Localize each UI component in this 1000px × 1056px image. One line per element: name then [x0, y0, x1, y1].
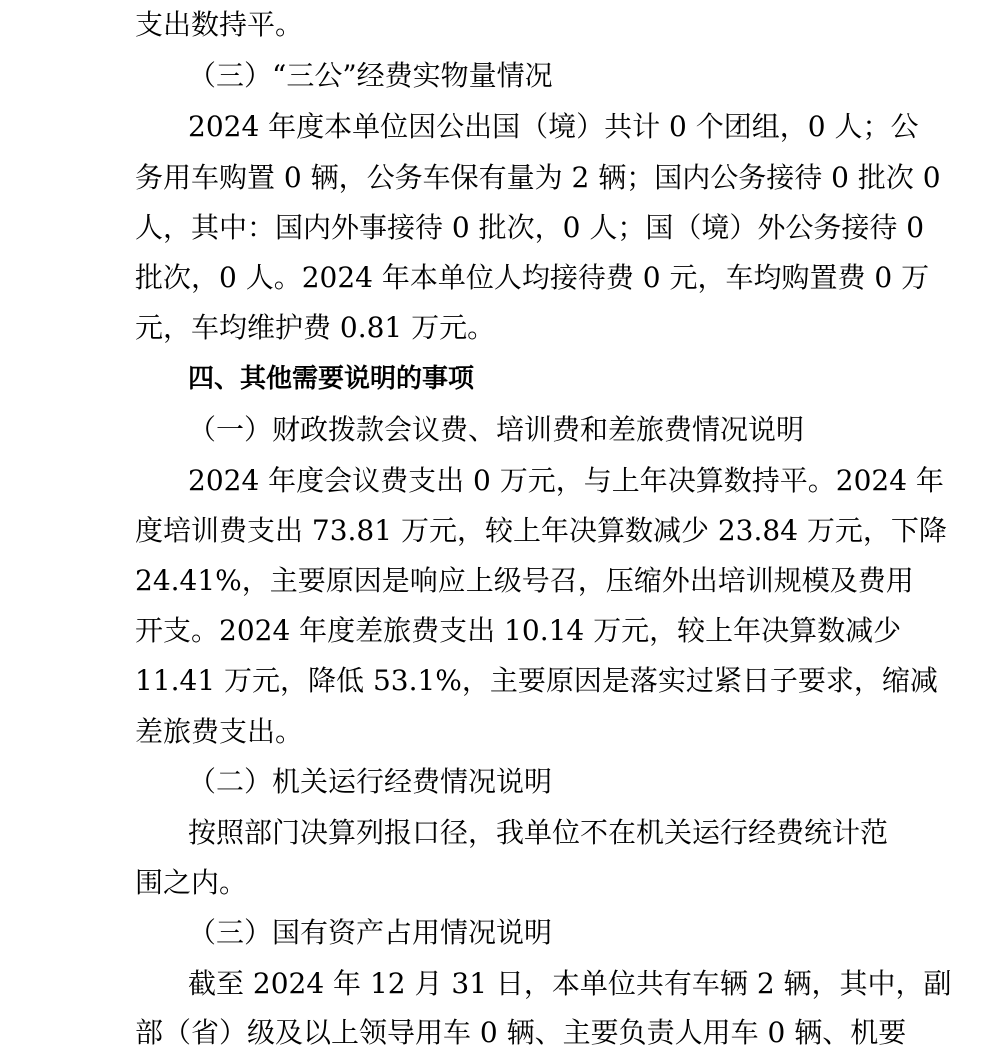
paragraph-line: 务用车购置 0 辆，公务车保有量为 2 辆；国内公务接待 0 批次 0: [135, 161, 941, 194]
paragraph-line: 11.41 万元，降低 53.1%，主要原因是落实过紧日子要求，缩减: [135, 664, 938, 697]
paragraph-line: 部（省）级及以上领导用车 0 辆、主要负责人用车 0 辆、机要: [135, 1016, 907, 1049]
paragraph-line: 元，车均维护费 0.81 万元。: [135, 311, 496, 344]
section-heading: （一）财政拨款会议费、培训费和差旅费情况说明: [188, 413, 805, 446]
section-heading: （二）机关运行经费情况说明: [188, 765, 553, 798]
paragraph-line: 2024 年度本单位因公出国（境）共计 0 个团组，0 人；公: [188, 110, 919, 143]
section-heading-bold: 四、其他需要说明的事项: [188, 364, 475, 394]
paragraph-line: 截至 2024 年 12 月 31 日，本单位共有车辆 2 辆，其中，副: [188, 967, 952, 1000]
section-heading: （三）“三公”经费实物量情况: [188, 59, 553, 92]
paragraph-line: 差旅费支出。: [135, 715, 304, 748]
paragraph-line: 支出数持平。: [135, 8, 304, 41]
paragraph-line: 度培训费支出 73.81 万元，较上年决算数减少 23.84 万元，下降: [135, 514, 947, 547]
paragraph-line: 开支。2024 年度差旅费支出 10.14 万元，较上年决算数减少: [135, 614, 902, 647]
paragraph-line: 按照部门决算列报口径，我单位不在机关运行经费统计范: [188, 816, 889, 849]
paragraph-line: 24.41%，主要原因是响应上级号召，压缩外出培训规模及费用: [135, 564, 914, 597]
paragraph-line: 批次，0 人。2024 年本单位人均接待费 0 元，车均购置费 0 万: [135, 261, 930, 294]
section-heading: （三）国有资产占用情况说明: [188, 916, 553, 949]
paragraph-line: 2024 年度会议费支出 0 万元，与上年决算数持平。2024 年: [188, 464, 944, 497]
paragraph-line: 围之内。: [135, 866, 248, 899]
paragraph-line: 人，其中：国内外事接待 0 批次，0 人；国（境）外公务接待 0: [135, 211, 925, 244]
